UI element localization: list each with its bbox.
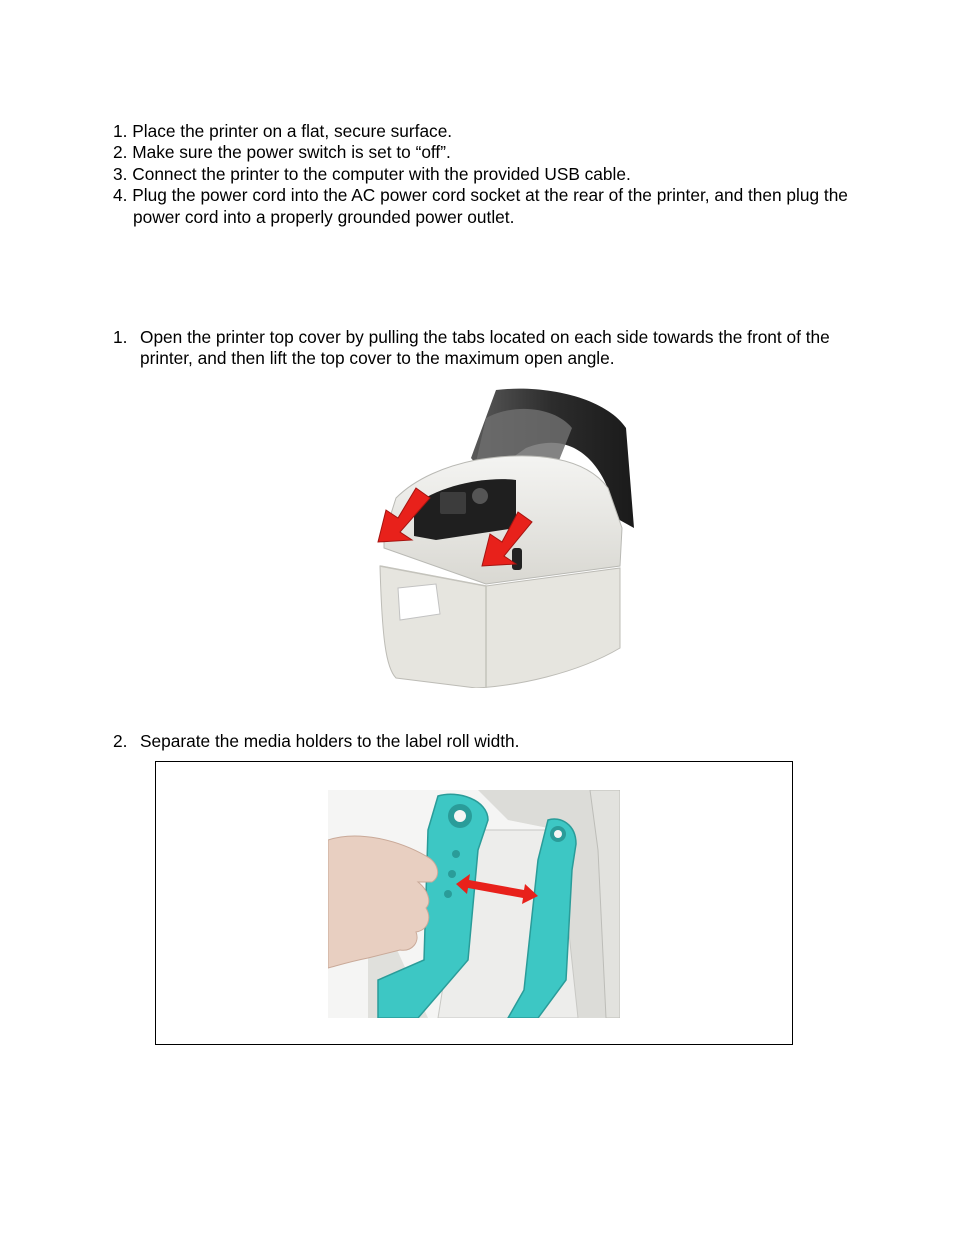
printer-base	[380, 566, 620, 688]
label-paper	[398, 584, 440, 620]
load-step-1-continued: printer, and then lift the top cover to the maximum open angle.	[140, 348, 615, 368]
step-number: 1.	[113, 121, 128, 141]
step-text: Open the printer top cover by pulling the tabs located on each side towards the front of the	[140, 327, 830, 347]
setup-step-3	[113, 164, 631, 185]
load-step-2	[113, 731, 520, 752]
setup-step-4	[113, 185, 848, 206]
feed-button	[472, 488, 488, 504]
step-number: 2.	[113, 142, 128, 162]
printer-open-cover-illustration	[376, 388, 642, 688]
step-text: Place the printer on a flat, secure surface.	[132, 121, 453, 141]
step-number: 1.	[113, 327, 128, 347]
load-step-1	[113, 327, 830, 348]
step-number: 2.	[113, 731, 128, 751]
step-number: 4.	[113, 185, 128, 205]
lcd-screen	[440, 492, 466, 514]
step-text: Connect the printer to the computer with the provided USB cable.	[132, 164, 631, 184]
setup-step-2	[113, 142, 451, 163]
step-text: Make sure the power switch is set to “off”.	[132, 142, 451, 162]
step-text: Separate the media holders to the label roll width.	[140, 731, 520, 751]
media-holders-illustration	[328, 790, 620, 1018]
right-tab	[512, 548, 522, 570]
media-holder-figure-frame	[155, 761, 793, 1045]
setup-step-4-continued: power cord into a properly grounded power outlet.	[133, 207, 515, 227]
step-text: Plug the power cord into the AC power cord socket at the rear of the printer, and then plug the	[132, 185, 848, 205]
setup-step-1	[113, 121, 452, 142]
step-number: 3.	[113, 164, 128, 184]
